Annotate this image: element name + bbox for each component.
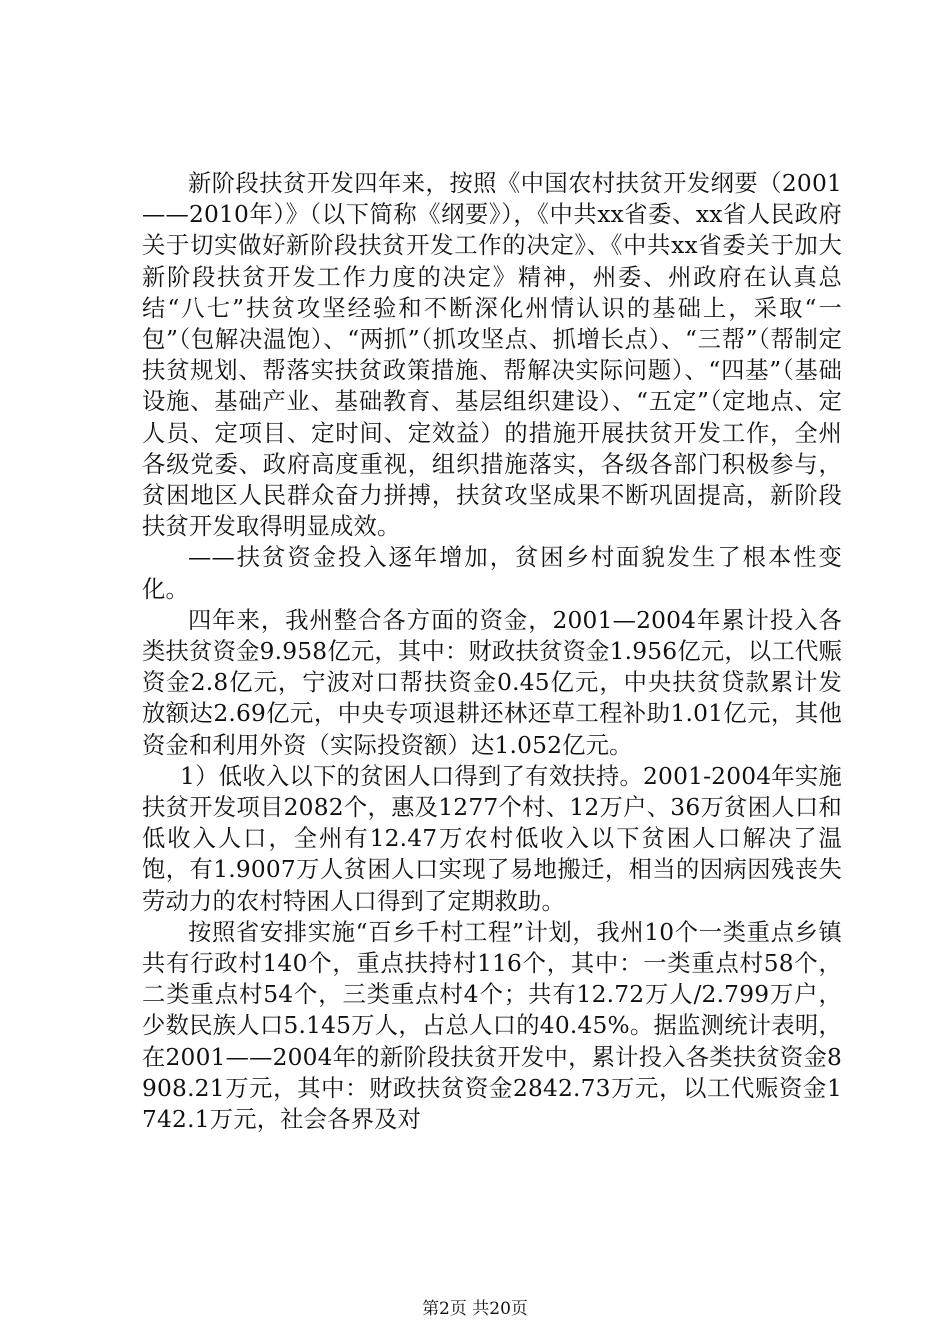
paragraph-hundred-villages: 按照省安排实施“百乡千村工程”计划，我州10个一类重点乡镇共有行政村140个，重点扶持村116个，其中：一类重点村58个，二类重点村54个，三类重点村4个；共有12.72万人/2.799万户，少数民族人口5.145万人，占总人口的40.45%。据监测统计表明，在2001——2004年的新阶段扶贫开发中，累计投入各类扶贫资金8908.21万元，其中：财政扶贫资金2842.73万元，以工代赈资金1742.1万元，社会各界及对: [142, 918, 842, 1134]
page-footer: 第2页 共20页: [422, 1299, 528, 1319]
document-body: [142, 168, 842, 1135]
paragraph-intro: 新阶段扶贫开发四年来，按照《中国农村扶贫开发纲要（2001——2010年）》（以下简称《纲要》），《中共xx省委、xx省人民政府关于切实做好新阶段扶贫开发工作的决定》、《中共xx省委关于加大新阶段扶贫开发工作力度的决定》精神，州委、州政府在认真总结“八七”扶贫攻坚经验和不断深化州情认识的基础上，采取“一包”（包解决温饱）、“两抓”（抓攻坚点、抓增长点）、“三帮”（帮制定扶贫规划、帮落实扶贫政策措施、帮解决实际问题）、“四基”（基础设施、基础产业、基础教育、基层组织建设）、“五定”（定地点、定人员、定项目、定时间、定效益）的措施开展扶贫开发工作，全州各级党委、政府高度重视，组织措施落实，各级各部门积极参与，贫困地区人民群众奋力拼搏，扶贫攻坚成果不断巩固提高，新阶段扶贫开发取得明显成效。: [142, 170, 842, 541]
paragraph-heading-funds: ——扶贫资金投入逐年增加，贫困乡村面貌发生了根本性变化。: [142, 544, 842, 603]
paragraph-low-income: 1）低收入以下的贫困人口得到了有效扶持。2001-2004年实施扶贫开发项目2082个，惠及1277个村、12万户、36万贫困人口和低收入人口，全州有12.47万农村低收入以下贫困人口解决了温饱，有1.9007万人贫困人口实现了易地搬迁，相当的因病因残丧失劳动力的农村特困人口得到了定期救助。: [142, 762, 842, 915]
paragraph-funds-detail: 四年来，我州整合各方面的资金，2001—2004年累计投入各类扶贫资金9.958亿元，其中：财政扶贫资金1.956亿元，以工代赈资金2.8亿元，宁波对口帮扶资金0.45亿元，中央扶贫贷款累计发放额达2.69亿元，中央专项退耕还林还草工程补助1.01亿元，其他资金和利用外资（实际投资额）达1.052亿元。: [142, 606, 842, 759]
